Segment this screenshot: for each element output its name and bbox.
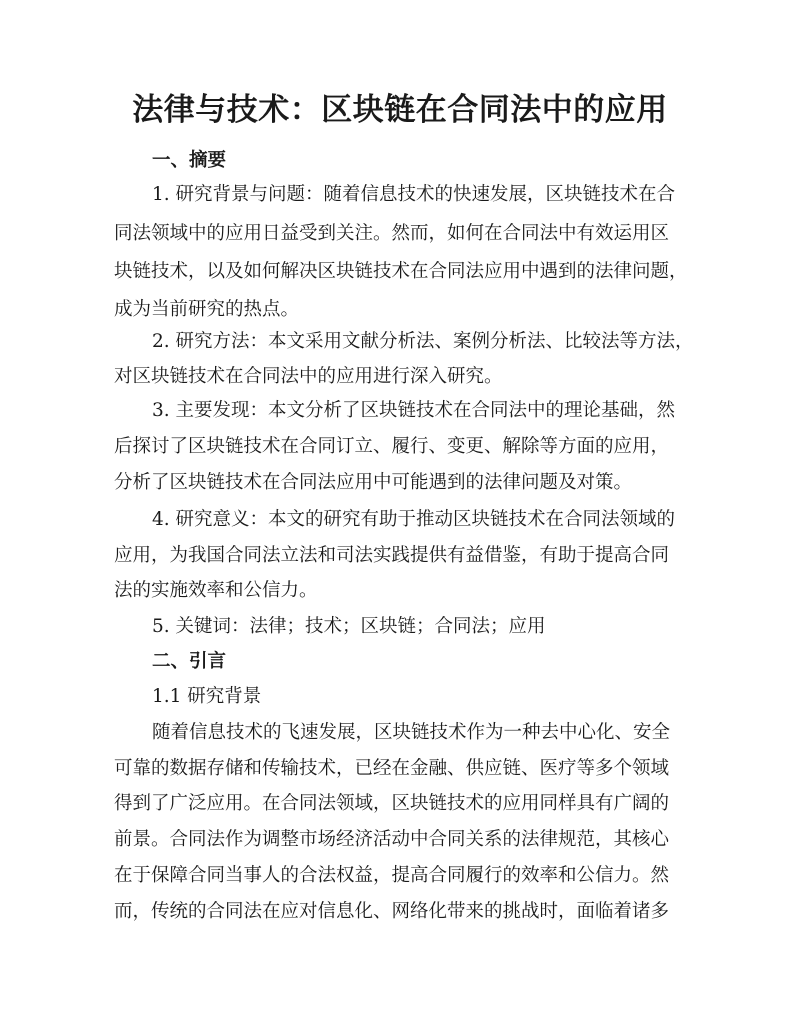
text-line: 在于保障合同当事人的合法权益，提高合同履行的效率和公信力。然 <box>114 865 670 886</box>
subsection-heading: 1.1 研究背景 <box>152 686 262 707</box>
text-line: 4. 研究意义：本文的研究有助于推动区块链技术在合同法领域的 <box>152 509 676 530</box>
text-line: 后探讨了区块链技术在合同订立、履行、变更、解除等方面的应用， <box>114 436 670 457</box>
text-line: 可靠的数据存储和传输技术，已经在金融、供应链、医疗等多个领域 <box>114 758 670 779</box>
text-line: 同法领域中的应用日益受到关注。然而，如何在合同法中有效运用区 <box>114 223 670 244</box>
text-line: 前景。合同法作为调整市场经济活动中合同关系的法律规范，其核心 <box>114 829 670 850</box>
section-heading-abstract: 一、摘要 <box>152 150 227 171</box>
text-line: 块链技术，以及如何解决区块链技术在合同法应用中遇到的法律问题， <box>114 261 688 282</box>
text-line: 成为当前研究的热点。 <box>114 299 300 320</box>
text-line: 应用，为我国合同法立法和司法实践提供有益借鉴，有助于提高合同 <box>114 545 670 566</box>
document-title: 法律与技术：区块链在合同法中的应用 <box>132 92 668 128</box>
text-line: 得到了广泛应用。在合同法领域，区块链技术的应用同样具有广阔的 <box>114 793 670 814</box>
keywords-line: 5. 关键词：法律；技术；区块链；合同法；应用 <box>152 616 546 637</box>
text-line: 而，传统的合同法在应对信息化、网络化带来的挑战时，面临着诸多 <box>114 901 670 922</box>
text-line: 3. 主要发现：本文分析了区块链技术在合同法中的理论基础，然 <box>152 400 676 421</box>
text-line: 法的实施效率和公信力。 <box>114 580 318 601</box>
text-line: 对区块链技术在合同法中的应用进行深入研究。 <box>114 366 503 387</box>
text-line: 分析了区块链技术在合同法应用中可能遇到的法律问题及对策。 <box>114 472 633 493</box>
section-heading-introduction: 二、引言 <box>152 651 227 672</box>
text-line: 随着信息技术的飞速发展，区块链技术作为一种去中心化、安全 <box>152 722 671 743</box>
text-line: 1. 研究背景与问题：随着信息技术的快速发展，区块链技术在合 <box>152 184 676 205</box>
text-line: 2. 研究方法：本文采用文献分析法、案例分析法、比较法等方法， <box>152 331 694 352</box>
